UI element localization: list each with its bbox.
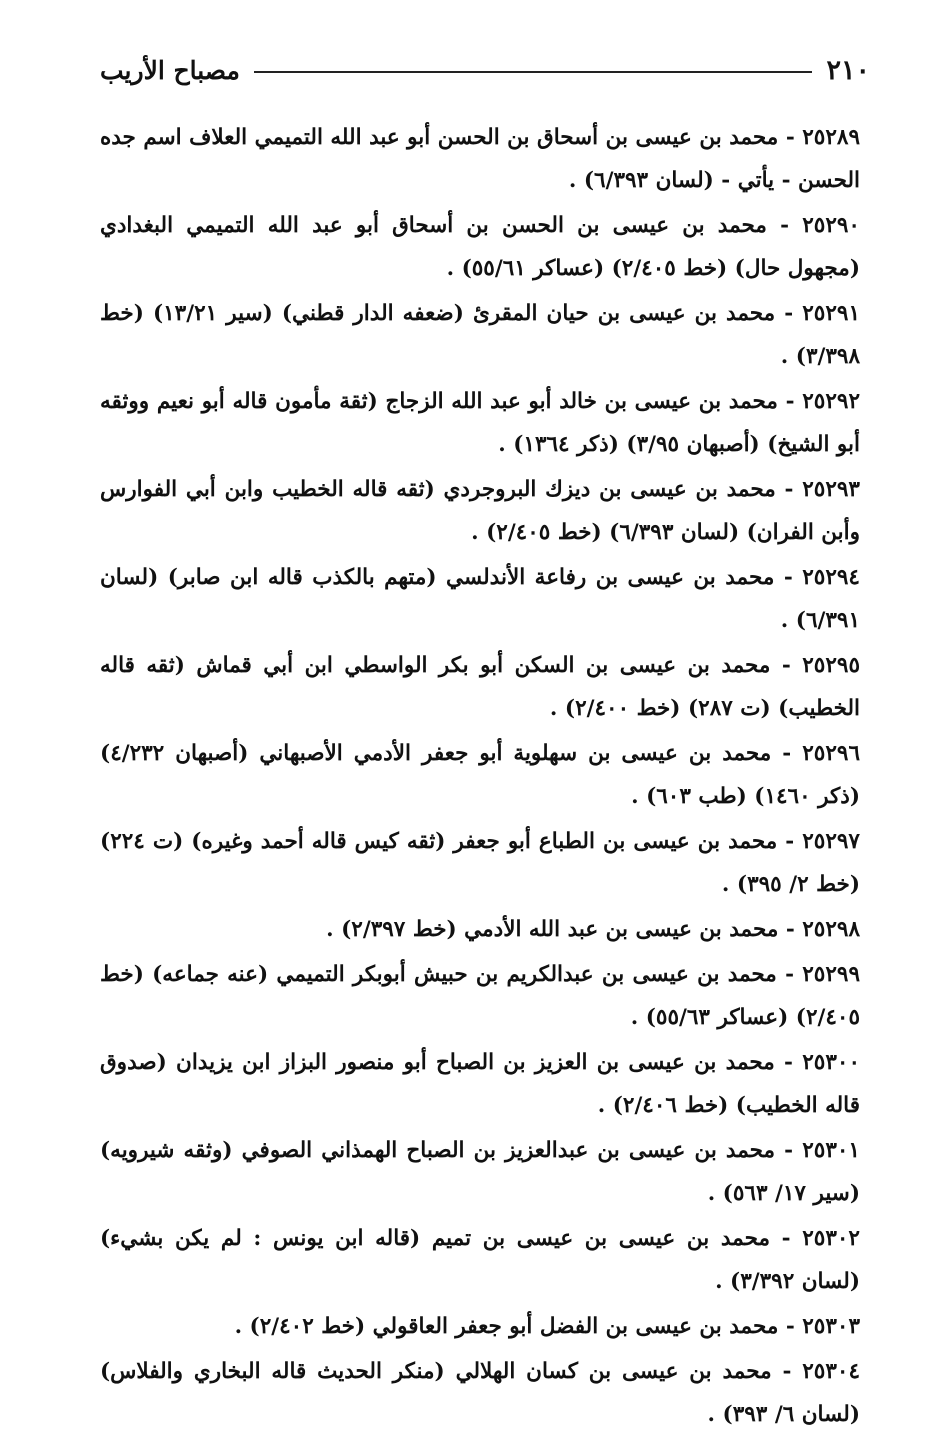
entry-number: ٢٥٢٨٩: [802, 125, 860, 150]
entry: ٢٥٣٠٤ - محمد بن عيسى بن كسان الهلالي (منكر الحديث قاله البخاري والفلاس) (لسان ٦/ ٣٩٣) .: [100, 1359, 860, 1427]
entry-number: ٢٥٢٩٢: [802, 389, 860, 414]
entry: ٢٥٢٩٧ - محمد بن عيسى بن الطباع أبو جعفر (ثقه كيس قاله أحمد وغيره) (ت ٢٢٤) (خط ٢/ ٣٩٥) .: [100, 829, 860, 897]
entry: ٢٥٢٩١ - محمد بن عيسى بن حيان المقرئ (ضعفه الدار قطني) (سير ١٣/٢١) (خط ٣/٣٩٨) .: [100, 301, 860, 369]
entry: ٢٥٢٩٤ - محمد بن عيسى بن رفاعة الأندلسي (متهم بالكذب قاله ابن صابر) (لسان ٦/٣٩١) .: [100, 565, 860, 633]
entry-number: ٢٥٢٩٦: [802, 741, 860, 766]
entry-text: محمد بن عيسى بن رفاعة الأندلسي (متهم بالكذب قاله ابن صابر) (لسان ٦/٣٩١) .: [100, 565, 860, 633]
entry-text: محمد بن عيسى بن خالد أبو عبد الله الزجاج (ثقة مأمون قاله أبو نعيم ووثقه أبو الشيخ) (أصبهان ٣/٩٥) (ذكر ١٣٦٤) .: [100, 389, 860, 457]
running-title: مصباح الأريب: [100, 55, 240, 85]
entry-number: ٢٥٢٩٠: [802, 213, 860, 238]
entry-text: محمد بن عيسى بن عبد الله الأدمي (خط ٢/٣٩٧) .: [326, 917, 779, 942]
entry-text: محمد بن عيسى بن الحسن بن أسحاق أبو عبد الله التميمي البغدادي (مجهول حال) (خط ٢/٤٠٥) (عساكر ٥٥/٦١) .: [100, 213, 860, 281]
entry-number: ٢٥٣٠١: [802, 1138, 860, 1163]
entry-number: ٢٥٣٠٢: [802, 1226, 860, 1251]
entry-number: ٢٥٢٩٤: [802, 565, 860, 590]
entry-text: محمد بن عيسى بن عبدالكريم بن حبيش أبوبكر التميمي (عنه جماعه) (خط ٢/٤٠٥) (عساكر ٥٥/٦٣) .: [100, 962, 860, 1030]
entry-number: ٢٥٢٩٩: [802, 962, 860, 987]
entry-number: ٢٥٢٩٨: [802, 917, 860, 942]
entry-text: محمد بن عيسى بن أسحاق بن الحسن أبو عبد الله التميمي العلاف اسم جده الحسن - يأتي - (لسان ٦/٣٩٣) .: [100, 125, 860, 193]
entry: ٢٥٢٩٦ - محمد بن عيسى بن سهلوية أبو جعفر الأدمي الأصبهاني (أصبهان ٤/٢٣٢) (ذكر ١٤٦٠) (طب ٦٠٣) .: [100, 741, 860, 809]
entry: ٢٥٢٩٥ - محمد بن عيسى بن السكن أبو بكر الواسطي ابن أبي قماش (ثقه قاله الخطيب) (ت ٢٨٧) (خط ٢/٤٠٠) .: [100, 653, 860, 721]
entry: ٢٥٣٠٣ - محمد بن عيسى بن الفضل أبو جعفر العاقولي (خط ٢/٤٠٢) .: [234, 1314, 860, 1339]
entry: ٢٥٢٩٢ - محمد بن عيسى بن خالد أبو عبد الله الزجاج (ثقة مأمون قاله أبو نعيم ووثقه أبو الشيخ) (أصبهان ٣/٩٥) (ذكر ١٣٦٤) .: [100, 389, 860, 457]
entry-text: محمد بن عيسى بن عبدالعزيز بن الصباح الهمذاني الصوفي (وثقه شيرويه) (سير ١٧/ ٥٦٣) .: [100, 1138, 860, 1206]
page-header: [100, 44, 870, 96]
entry: ٢٥٢٩٠ - محمد بن عيسى بن الحسن بن أسحاق أبو عبد الله التميمي البغدادي (مجهول حال) (خط ٢/٤٠٥) (عساكر ٥٥/٦١) .: [100, 213, 860, 281]
entry-number: ٢٥٢٩١: [802, 301, 860, 326]
entries-list: [100, 116, 864, 1427]
entry-text: محمد بن عيسى بن ديزك البروجردي (ثقه قاله الخطيب وابن أبي الفوارس وأبن الفران) (لسان ٦/٣٩٣) (خط ٢/٤٠٥) .: [100, 477, 860, 545]
entry-number: ٢٥٣٠٤: [802, 1359, 860, 1384]
entry-text: محمد بن عيسى بن الفضل أبو جعفر العاقولي (خط ٢/٤٠٢) .: [234, 1314, 779, 1339]
entry-number: ٢٥٢٩٣: [802, 477, 860, 502]
entry-number: ٢٥٢٩٥: [802, 653, 860, 678]
entry: ٢٥٣٠١ - محمد بن عيسى بن عبدالعزيز بن الصباح الهمذاني الصوفي (وثقه شيرويه) (سير ١٧/ ٥٦٣) .: [100, 1138, 860, 1206]
header-rule: [254, 71, 813, 73]
entry-text: محمد بن عيسى بن حيان المقرئ (ضعفه الدار قطني) (سير ١٣/٢١) (خط ٣/٣٩٨) .: [100, 301, 860, 369]
entry-text: محمد بن عيسى بن عيسى بن تميم (قاله ابن يونس : لم يكن بشيء) (لسان ٣/٣٩٢) .: [100, 1226, 860, 1294]
entry: ٢٥٣٠٢ - محمد بن عيسى بن عيسى بن تميم (قاله ابن يونس : لم يكن بشيء) (لسان ٣/٣٩٢) .: [100, 1226, 860, 1294]
entry: ٢٥٢٩٣ - محمد بن عيسى بن ديزك البروجردي (ثقه قاله الخطيب وابن أبي الفوارس وأبن الفران) (لسان ٦/٣٩٣) (خط ٢/٤٠٥) .: [100, 477, 860, 545]
entry: ٢٥٣٠٠ - محمد بن عيسى بن العزيز بن الصباح أبو منصور البزاز ابن يزيدان (صدوق قاله الخطيب) (خط ٢/٤٠٦) .: [100, 1050, 860, 1118]
entry-number: ٢٥٣٠٣: [802, 1314, 860, 1339]
entry-text: محمد بن عيسى بن سهلوية أبو جعفر الأدمي الأصبهاني (أصبهان ٤/٢٣٢) (ذكر ١٤٦٠) (طب ٦٠٣) .: [100, 741, 860, 809]
entry-text: محمد بن عيسى بن الطباع أبو جعفر (ثقه كيس قاله أحمد وغيره) (ت ٢٢٤) (خط ٢/ ٣٩٥) .: [100, 829, 860, 897]
entry-number: ٢٥٣٠٠: [802, 1050, 860, 1075]
entry-number: ٢٥٢٩٧: [802, 829, 860, 854]
entry: ٢٥٢٩٩ - محمد بن عيسى بن عبدالكريم بن حبيش أبوبكر التميمي (عنه جماعه) (خط ٢/٤٠٥) (عساكر ٥٥/٦٣) .: [100, 962, 860, 1030]
entry-text: محمد بن عيسى بن السكن أبو بكر الواسطي ابن أبي قماش (ثقه قاله الخطيب) (ت ٢٨٧) (خط ٢/٤٠٠) .: [100, 653, 860, 721]
entry-text: محمد بن عيسى بن كسان الهلالي (منكر الحديث قاله البخاري والفلاس) (لسان ٦/ ٣٩٣) .: [100, 1359, 860, 1427]
entry: ٢٥٢٩٨ - محمد بن عيسى بن عبد الله الأدمي (خط ٢/٣٩٧) .: [326, 917, 860, 942]
entry-text: محمد بن عيسى بن العزيز بن الصباح أبو منصور البزاز ابن يزيدان (صدوق قاله الخطيب) (خط ٢/٤٠٦) .: [100, 1050, 860, 1118]
page-number: ٢١٠: [826, 54, 870, 86]
entry: ٢٥٢٨٩ - محمد بن عيسى بن أسحاق بن الحسن أبو عبد الله التميمي العلاف اسم جده الحسن - يأتي - (لسان ٦/٣٩٣) .: [100, 125, 860, 193]
